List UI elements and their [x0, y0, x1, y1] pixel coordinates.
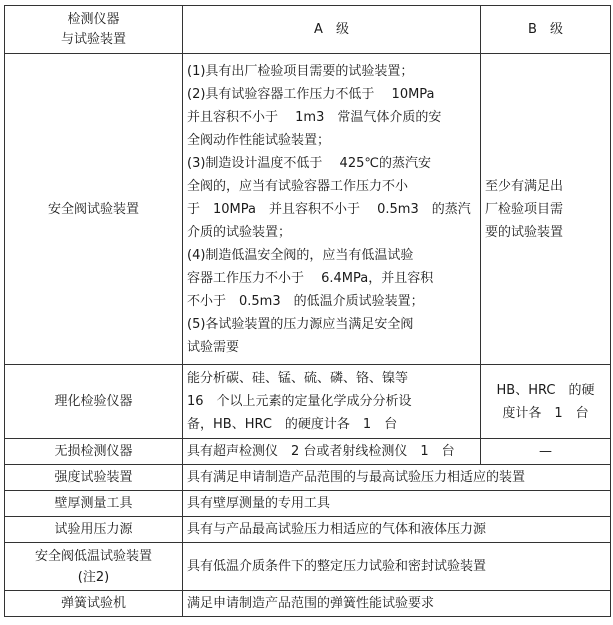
- table-row: [5, 591, 611, 617]
- table-row: [5, 365, 611, 439]
- header-grade-a: A 级: [183, 6, 481, 54]
- row-name-low-temp: 安全阀低温试验装置 (注2): [5, 543, 183, 591]
- table-row: [5, 465, 611, 491]
- table-row: [5, 543, 611, 591]
- table-row: [5, 439, 611, 465]
- header-grade-b: B 级: [481, 6, 611, 54]
- row-name-safety-valve: 安全阀试验装置: [5, 54, 183, 365]
- row-b-safety-valve: 至少有满足出 厂检验项目需 要的试验装置: [481, 54, 611, 365]
- table-row: [5, 491, 611, 517]
- row-b-physchem: HB、HRC 的硬 度计各 1 台: [481, 365, 611, 439]
- table-row: [5, 517, 611, 543]
- row-a-wall-thickness: 具有壁厚测量的专用工具: [183, 491, 611, 517]
- row-a-ndt: 具有超声检测仪 2 台或者射线检测仪 1 台: [183, 439, 481, 465]
- equipment-requirements-table: [4, 5, 611, 617]
- row-name-ndt: 无损检测仪器: [5, 439, 183, 465]
- row-a-safety-valve: (1)具有出厂检验项目需要的试验装置； (2)具有试验容器工作压力不低于 10MPa 并且容积不小于 1m3 常温气体介质的安 全阀动作性能试验装置； (3)制造设计温度不低于 425℃的蒸汽安 全阀的，应当有试验容器工作压力不小 于 10MPa 并且容积不小于 0.5m3 的蒸汽 介质的试验装置； (4)制造低温安全阀的，应当有低温试验 容器工作压力不小于 6.4MPa，并且容积 不小于 0.5m3 的低温介质试验装置； (5)各试验装置的压力源应当满足安全阀 试验需要: [183, 54, 481, 365]
- row-b-ndt: —: [481, 439, 611, 465]
- table-row: [5, 54, 611, 365]
- header-equipment: 检测仪器 与试验装置: [5, 6, 183, 54]
- row-name-pressure-source: 试验用压力源: [5, 517, 183, 543]
- row-a-spring-tester: 满足申请制造产品范围的弹簧性能试验要求: [183, 591, 611, 617]
- row-a-pressure-source: 具有与产品最高试验压力相适应的气体和液体压力源: [183, 517, 611, 543]
- table-header-row: [5, 6, 611, 54]
- row-name-spring-tester: 弹簧试验机: [5, 591, 183, 617]
- row-a-physchem: 能分析碳、硅、锰、硫、磷、铬、镍等 16 个以上元素的定量化学成分分析设 备，HB、HRC 的硬度计各 1 台: [183, 365, 481, 439]
- row-a-strength: 具有满足申请制造产品范围的与最高试验压力相适应的装置: [183, 465, 611, 491]
- row-a-low-temp: 具有低温介质条件下的整定压力试验和密封试验装置: [183, 543, 611, 591]
- row-name-physchem: 理化检验仪器: [5, 365, 183, 439]
- row-name-wall-thickness: 壁厚测量工具: [5, 491, 183, 517]
- row-name-strength: 强度试验装置: [5, 465, 183, 491]
